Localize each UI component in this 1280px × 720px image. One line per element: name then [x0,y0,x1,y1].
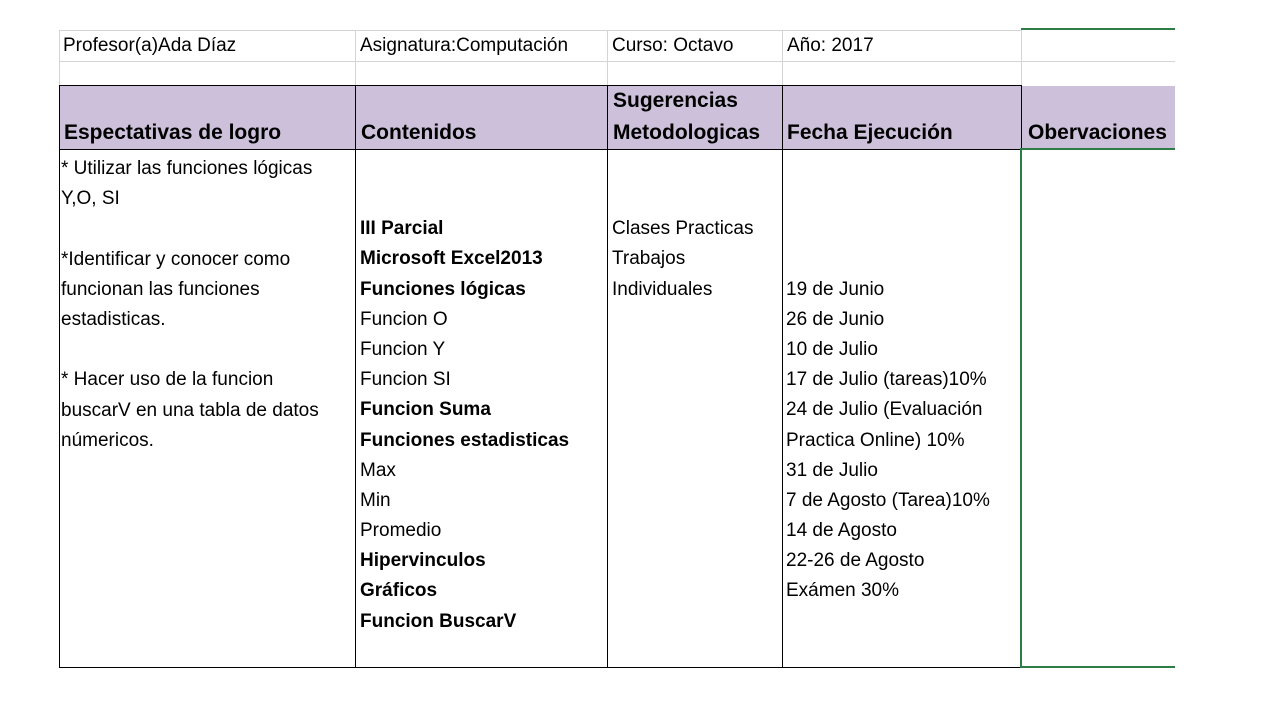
expectativa-line: estadisticas. [61,308,166,330]
contenido-line [360,184,569,214]
table-border [355,85,356,668]
fecha-line: 7 de Agosto (Tarea)10% [786,489,990,511]
expectativa-line: * Hacer uso de la funcion [61,369,274,391]
cell-sugerencias[interactable] [612,184,754,305]
header-sugerencias-line1[interactable]: Sugerencias [613,89,738,112]
cell-anio[interactable]: Año: 2017 [787,35,874,56]
fecha-line: 24 de Julio (Evaluación [786,399,983,421]
expectativa-line: buscarV en una tabla de datos [61,399,319,421]
expectativa-line: * Utilizar las funciones lógicas [61,158,313,179]
gridline [782,30,783,86]
contenido-line: Promedio [360,520,442,542]
contenido-line: Funcion Y [360,338,446,360]
contenido-line: Funcion SI [360,369,451,391]
fecha-line: 17 de Julio (tareas)10% [786,369,987,391]
fecha-line: Exámen 30% [786,580,900,602]
fecha-line [786,184,990,214]
contenido-line: III Parcial [360,218,444,240]
contenido-line: Funciones estadisticas [360,429,570,451]
gridline [59,30,60,86]
header-contenidos[interactable]: Contenidos [361,121,477,144]
gridline [1021,30,1022,86]
table-border [782,85,783,668]
header-expectativas[interactable]: Espectativas de logro [64,121,282,144]
contenido-line: Max [360,459,396,481]
cell-expectativas[interactable] [61,154,319,456]
fecha-line: 26 de Junio [786,308,885,330]
selection-border [1021,666,1175,668]
contenido-line: Min [360,489,391,511]
contenido-line: Microsoft Excel2013 [360,248,543,270]
expectativa-line: funcionan las funciones [61,278,260,300]
fecha-line: 31 de Julio [786,459,878,481]
contenido-line: Gráficos [360,580,438,602]
gridline [607,30,608,86]
sugerencia-line [612,184,754,214]
cell-asignatura[interactable]: Asignatura:Computación [360,35,569,56]
cell-curso[interactable]: Curso: Octavo [612,35,734,56]
expectativa-line [61,335,319,365]
selection-border [1020,148,1022,668]
cell-profesor[interactable]: Profesor(a)Ada Díaz [63,35,237,56]
sugerencia-line: Individuales [612,278,713,300]
sugerencia-line: Trabajos [612,248,686,270]
contenido-line: Funcion O [360,308,448,330]
fecha-line: Practica Online) 10% [786,429,965,451]
selection-border [1021,28,1175,30]
fecha-line: 14 de Agosto [786,520,897,542]
table-border [59,667,1022,668]
header-fecha[interactable]: Fecha Ejecución [787,121,953,144]
fecha-line: 10 de Julio [786,338,878,360]
table-border [59,85,1022,86]
table-border [59,85,60,668]
expectativa-line: Y,O, SI [61,188,120,210]
gridline [59,61,1175,62]
cell-fecha[interactable] [786,184,990,607]
header-observaciones-clip [1022,86,1175,149]
fecha-line: 22-26 de Agosto [786,550,925,572]
contenido-line: Funciones lógicas [360,278,526,300]
gridline [59,30,1022,31]
expectativa-line: númericos. [61,429,154,451]
expectativa-line [61,214,319,244]
fecha-line: 19 de Junio [786,278,885,300]
header-observaciones[interactable]: Obervaciones [1028,121,1167,144]
contenido-line: Hipervinculos [360,550,486,572]
fecha-line [786,244,990,274]
contenido-line: Funcion BuscarV [360,610,517,632]
cell-contenidos[interactable] [360,184,569,637]
fecha-line [786,214,990,244]
header-sugerencias-line2[interactable]: Metodologicas [613,121,761,144]
gridline [355,30,356,86]
table-border [607,85,608,668]
table-border [59,149,1022,150]
contenido-line: Funcion Suma [360,399,491,421]
expectativa-line: *Identificar y conocer como [61,248,291,270]
sugerencia-line: Clases Practicas [612,218,754,240]
